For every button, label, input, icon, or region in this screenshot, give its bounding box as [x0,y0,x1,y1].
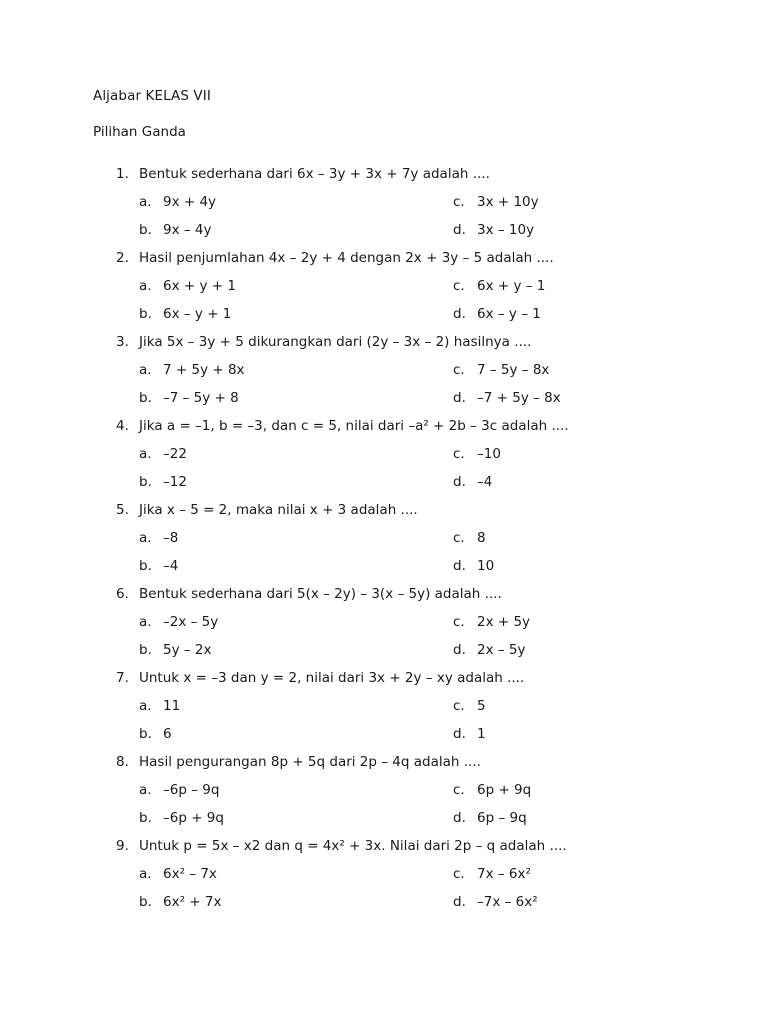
option-text: 6p + 9q [477,782,532,798]
option-text: 6p – 9q [477,810,527,826]
option-letter: a. [139,866,152,882]
option-text: 2x + 5y [477,614,531,630]
option-letter: b. [139,558,152,574]
option-letter: b. [139,390,152,406]
option-text: 6x² – 7x [163,866,217,882]
question-item [0,502,768,586]
option-letter: d. [453,306,466,322]
question-item [0,586,768,670]
option-text: 8 [477,530,486,546]
option-text: 5y – 2x [163,642,212,658]
question-number: 6. [116,586,129,602]
option-letter: d. [453,726,466,742]
option-text: 6x + y – 1 [477,278,546,294]
question-text: Untuk p = 5x – x2 dan q = 4x² + 3x. Nilai dari 2p – q adalah .... [139,838,567,854]
option-letter: a. [139,362,152,378]
question-number: 1. [116,166,129,182]
option-text: 3x – 10y [477,222,535,238]
question-item [0,166,768,250]
option-letter: d. [453,222,466,238]
option-letter: a. [139,446,152,462]
option-letter: c. [453,614,465,630]
option-text: 6x – y + 1 [163,306,232,322]
option-letter: c. [453,194,465,210]
option-letter: b. [139,726,152,742]
question-text: Hasil penjumlahan 4x – 2y + 4 dengan 2x + 3y – 5 adalah .... [139,250,554,266]
option-letter: b. [139,642,152,658]
question-number: 3. [116,334,129,350]
question-item [0,838,768,922]
question-number: 5. [116,502,129,518]
option-text: –6p + 9q [163,810,224,826]
option-letter: c. [453,278,465,294]
question-text: Jika 5x – 3y + 5 dikurangkan dari (2y – 3x – 2) hasilnya .... [139,334,532,350]
question-item [0,250,768,334]
option-letter: c. [453,698,465,714]
option-letter: a. [139,194,152,210]
option-text: 5 [477,698,486,714]
option-letter: a. [139,278,152,294]
option-text: –6p – 9q [163,782,220,798]
question-text: Jika a = –1, b = –3, dan c = 5, nilai dari –a² + 2b – 3c adalah .... [139,418,569,434]
option-text: 6x² + 7x [163,894,222,910]
option-letter: b. [139,222,152,238]
document-title: Aljabar KELAS VII [93,88,211,104]
question-number: 8. [116,754,129,770]
question-item [0,670,768,754]
option-text: 11 [163,698,181,714]
question-number: 9. [116,838,129,854]
question-text: Untuk x = –3 dan y = 2, nilai dari 3x + 2y – xy adalah .... [139,670,525,686]
section-title: Pilihan Ganda [93,124,186,140]
question-number: 7. [116,670,129,686]
option-text: 7x – 6x² [477,866,531,882]
option-letter: d. [453,810,466,826]
option-letter: d. [453,390,466,406]
option-letter: c. [453,362,465,378]
option-text: –7 – 5y + 8 [163,390,239,406]
option-letter: b. [139,474,152,490]
question-text: Bentuk sederhana dari 6x – 3y + 3x + 7y adalah .... [139,166,490,182]
option-text: 7 + 5y + 8x [163,362,245,378]
question-item [0,754,768,838]
option-letter: b. [139,810,152,826]
option-text: 3x + 10y [477,194,539,210]
option-text: 1 [477,726,486,742]
question-item [0,334,768,418]
option-letter: a. [139,614,152,630]
option-text: –4 [163,558,179,574]
question-number: 2. [116,250,129,266]
question-text: Bentuk sederhana dari 5(x – 2y) – 3(x – 5y) adalah .... [139,586,502,602]
option-text: 6x + y + 1 [163,278,236,294]
option-letter: c. [453,446,465,462]
option-letter: b. [139,306,152,322]
question-number: 4. [116,418,129,434]
option-text: 10 [477,558,495,574]
option-text: 9x – 4y [163,222,212,238]
option-letter: d. [453,474,466,490]
option-text: –7x – 6x² [477,894,538,910]
option-text: –4 [477,474,493,490]
option-letter: c. [453,866,465,882]
option-letter: a. [139,530,152,546]
option-letter: d. [453,642,466,658]
question-text: Hasil pengurangan 8p + 5q dari 2p – 4q adalah .... [139,754,481,770]
question-text: Jika x – 5 = 2, maka nilai x + 3 adalah .... [139,502,418,518]
option-text: –8 [163,530,179,546]
option-text: –7 + 5y – 8x [477,390,561,406]
option-text: –12 [163,474,187,490]
option-letter: c. [453,782,465,798]
option-text: –22 [163,446,187,462]
question-item [0,418,768,502]
option-text: 7 – 5y – 8x [477,362,550,378]
option-letter: b. [139,894,152,910]
option-letter: a. [139,782,152,798]
option-text: 9x + 4y [163,194,217,210]
option-text: –10 [477,446,501,462]
option-letter: a. [139,698,152,714]
option-text: –2x – 5y [163,614,219,630]
option-letter: d. [453,558,466,574]
option-letter: d. [453,894,466,910]
option-text: 2x – 5y [477,642,526,658]
option-text: 6x – y – 1 [477,306,541,322]
option-text: 6 [163,726,172,742]
option-letter: c. [453,530,465,546]
